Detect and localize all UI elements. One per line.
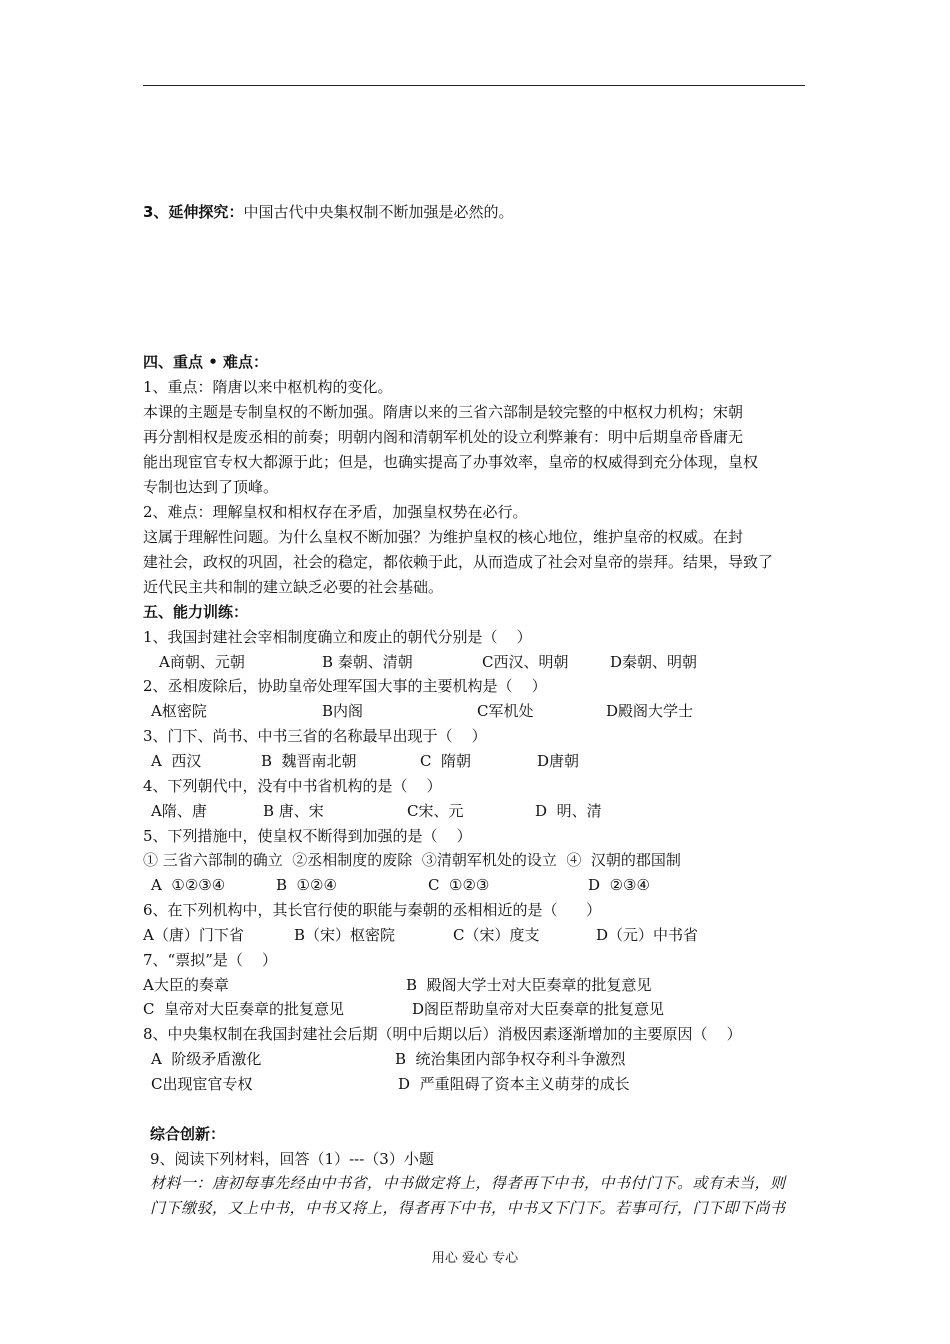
q8-option-a: A 阶级矛盾激化 xyxy=(151,1050,262,1068)
header-rule xyxy=(143,85,805,86)
q5-items: ① 三省六部制的确立 ②丞相制度的废除 ③清朝军机处的设立 ④ 汉朝的郡国制 xyxy=(143,851,681,869)
q3-option-d: D唐朝 xyxy=(537,752,580,770)
q6-option-a: A（唐）门下省 xyxy=(143,926,244,944)
q9-stem: 9、阅读下列材料，回答（1）---（3）小题 xyxy=(150,1150,434,1168)
q5-option-d: D ②③④ xyxy=(588,876,650,894)
difficult-line-1: 这属于理解性问题。为什么皇权不断加强？为维护皇权的核心地位，维护皇帝的权威。在封 xyxy=(143,528,744,546)
q1-option-b: B 秦朝、清朝 xyxy=(322,653,413,671)
difficult-line-3: 近代民主共和制的建立缺乏必要的社会基础。 xyxy=(143,578,444,596)
difficult-line-2: 建社会，政权的巩固，社会的稳定，都依赖于此，从而造成了社会对皇帝的崇拜。结果，导致了 xyxy=(143,553,774,571)
q1-option-d: D秦朝、明朝 xyxy=(610,653,698,671)
q7-option-a: A大臣的奏章 xyxy=(143,976,229,994)
q4-option-d: D 明、清 xyxy=(535,802,602,820)
q6-option-d: D（元）中书省 xyxy=(596,926,699,944)
q6-option-b: B（宋）枢密院 xyxy=(294,926,396,944)
section3-label: 3、延伸探究： xyxy=(143,203,244,221)
q2-stem: 2、丞相废除后，协助皇帝处理军国大事的主要机构是（ ） xyxy=(143,677,547,695)
key-line-1: 本课的主题是专制皇权的不断加强。隋唐以来的三省六部制是较完整的中枢权力机构；宋朝 xyxy=(143,403,744,421)
q7-option-d: D阁臣帮助皇帝对大臣奏章的批复意见 xyxy=(412,1000,665,1018)
q8-option-d: D 严重阻碍了资本主义萌芽的成长 xyxy=(398,1075,630,1093)
key-line-4: 专制也达到了顶峰。 xyxy=(143,478,279,496)
q2-option-c: C军机处 xyxy=(477,702,534,720)
q2-option-b: B内阁 xyxy=(322,702,364,720)
q4-option-a: A隋、唐 xyxy=(151,802,207,820)
q8-stem: 8、中央集权制在我国封建社会后期（明中后期以后）消极因素逐渐增加的主要原因（ ） xyxy=(143,1025,742,1043)
difficult-point: 2、难点：理解皇权和相权存在矛盾，加强皇权势在必行。 xyxy=(143,503,528,521)
q3-option-a: A 西汉 xyxy=(151,752,202,770)
q5-option-c: C ①②③ xyxy=(428,876,490,894)
q1-stem: 1、我国封建社会宰相制度确立和废止的朝代分别是（ ） xyxy=(143,628,532,646)
q1-option-a: A商朝、元朝 xyxy=(159,653,245,671)
q5-option-a: A ①②③④ xyxy=(151,876,226,894)
synthesis-heading: 综合创新： xyxy=(150,1125,226,1143)
section4-heading: 四、重点 • 难点： xyxy=(143,353,269,371)
q5-option-b: B ①②④ xyxy=(276,876,337,894)
q7-stem: 7、“票拟”是（ ） xyxy=(143,951,277,969)
key-line-2: 再分割相权是废丞相的前奏；明朝内阁和清朝军机处的设立利弊兼有：明中后期皇帝昏庸无 xyxy=(143,428,744,446)
key-point: 1、重点：隋唐以来中枢机构的变化。 xyxy=(143,378,393,396)
q7-option-c: C 皇帝对大臣奏章的批复意见 xyxy=(143,1000,345,1018)
q6-stem: 6、在下列机构中，其长官行使的职能与秦朝的丞相相近的是（ ） xyxy=(143,901,602,919)
q3-stem: 3、门下、尚书、中书三省的名称最早出现于（ ） xyxy=(143,727,487,745)
page-footer: 用心 爱心 专心 xyxy=(431,1251,519,1266)
q6-option-c: C（宋）度支 xyxy=(453,926,540,944)
key-line-3: 能出现宦官专权大都源于此；但是，也确实提高了办事效率，皇帝的权威得到充分体现，皇权 xyxy=(143,453,759,471)
q3-option-b: B 魏晋南北朝 xyxy=(261,752,357,770)
q8-option-b: B 统治集团内部争权夺利斗争激烈 xyxy=(395,1050,626,1068)
section5-heading: 五、能力训练： xyxy=(143,603,249,621)
q4-stem: 4、下列朝代中，没有中书省机构的是（ ） xyxy=(143,777,442,795)
material-line-1: 材料一：唐初每事先经由中书省，中书做定将上，得者再下中书，中书付门下。或有未当，则 xyxy=(150,1174,786,1192)
q5-stem: 5、下列措施中，使皇权不断得到加强的是（ ） xyxy=(143,827,472,845)
q8-option-c: C出现宦官专权 xyxy=(151,1075,253,1093)
q4-option-b: B 唐、宋 xyxy=(263,802,324,820)
section3-text: 中国古代中央集权制不断加强是必然的。 xyxy=(243,203,514,221)
q4-option-c: C宋、元 xyxy=(407,802,464,820)
material-line-2: 门下缴驳，又上中书，中书又将上，得者再下中书，中书又下门下。若事可行，门下即下尚书 xyxy=(150,1199,786,1217)
q1-option-c: C西汉、明朝 xyxy=(482,653,569,671)
section3-line xyxy=(143,202,513,222)
q7-option-b: B 殿阁大学士对大臣奏章的批复意见 xyxy=(406,976,652,994)
q2-option-a: A枢密院 xyxy=(151,702,207,720)
q3-option-c: C 隋朝 xyxy=(420,752,472,770)
q2-option-d: D殿阁大学士 xyxy=(606,702,694,720)
